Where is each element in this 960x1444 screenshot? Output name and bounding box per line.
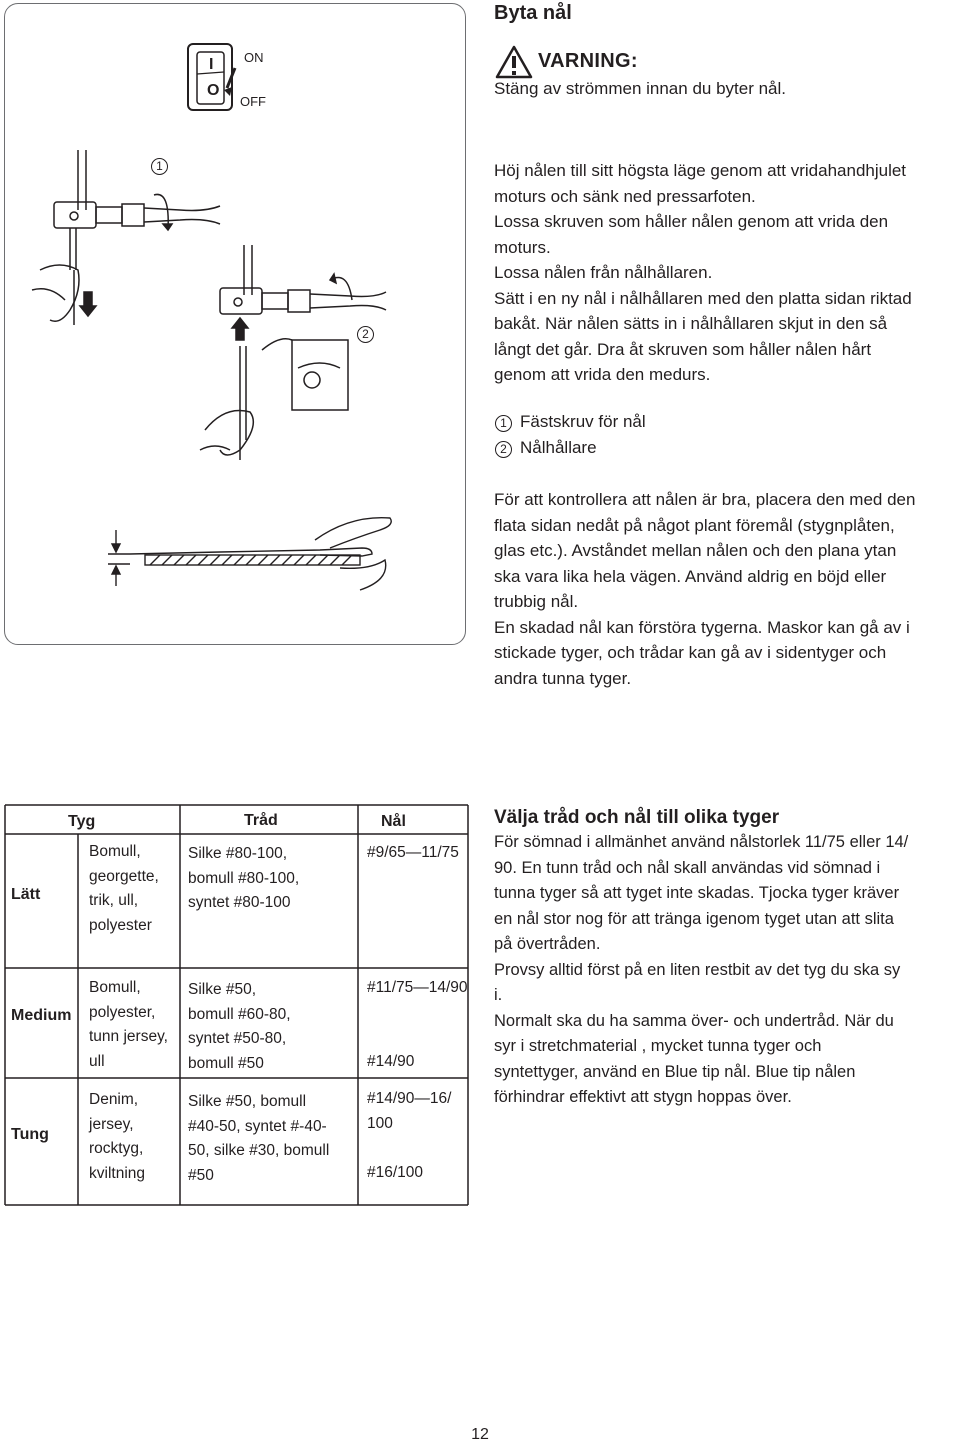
needle-cell: #16/100 [367,1164,424,1181]
check-line: trubbig nål. [494,592,579,611]
warning-text: Stäng av strömmen innan du byter nål. [494,79,786,98]
check-line: glas etc.). Avståndet mellan nålen och den plana ytan [494,541,897,560]
section-line: på övertråden. [494,935,601,953]
section-line: Provsy alltid först på en liten restbit av det tyg du ska sy [494,960,901,979]
fabric-cell [89,976,168,1074]
thread-line: bomull #50 [188,1054,264,1072]
marker-1: 1 [151,158,168,175]
check-line: andra tunna tyger. [494,668,632,688]
fabric-line: trik, ull, [89,892,139,909]
thread-line: syntet #80-100 [188,894,291,911]
needle-cell: #14/90 [367,1053,415,1070]
section-text [494,830,959,1111]
fabric-line: jersey, [89,1115,134,1133]
section-title: Välja tråd och nål till olika tyger [494,807,780,828]
thread-cell [188,1090,329,1188]
thread-line: bomull #80-100, [188,869,300,887]
thread-cell [188,842,299,916]
section-line: Normalt ska du ha samma över- och undertråd. När du [494,1011,894,1030]
needle-cell: #14/90—16/ [367,1090,452,1107]
check-text [494,487,954,691]
fabric-cell [89,1088,145,1186]
fabric-cell [89,840,159,938]
step-line: Lossa skruven som håller nålen genom att vrida den [494,212,889,231]
section-line: förhindrar effektivt att stygn hoppas över. [494,1088,792,1106]
needle-change-illustration [30,150,390,470]
switch-off-label: OFF [240,94,266,109]
section-line: 90. En tunn tråd och nål skall användas vid sömnad i [494,858,881,877]
warning-icon [495,45,533,79]
fabric-line: georgette, [89,867,159,885]
thread-line: #50 [188,1166,214,1184]
section-line: tunna tyger så att tyget inte skadas. Tjocka tyger kräver [494,884,900,902]
marker-2: 2 [357,326,374,343]
switch-off-symbol: O [207,82,220,99]
section-line: För sömnad i allmänhet använd nålstorlek 11/75 eller 14/ [494,833,909,851]
needle-cell: 100 [367,1115,393,1132]
row-label-heavy: Tung [11,1126,49,1143]
section-line: syr i stretchmaterial , mycket tunna tyger och [494,1037,822,1055]
header-needle: Nål [381,813,406,830]
fabric-line: Bomull, [89,979,141,996]
section-line: i. [494,986,503,1004]
page-title: Byta nål [494,2,572,24]
thread-line: Silke #80-100, [188,845,288,862]
thread-line: #40-50, syntet #-40- [188,1117,327,1135]
switch-on-symbol: I [209,56,214,73]
step-line: Lossa nålen från nålhållaren. [494,263,713,282]
fabric-line: rocktyg, [89,1140,144,1157]
section-line: syntettyger, använd en Blue tip nål. Blue tip nålen [494,1062,856,1081]
thread-cell [188,978,291,1076]
steps-text [494,158,954,388]
thread-line: Silke #50, [188,981,257,998]
section-line: en nål stor nog för att tränga igenom tyget utan att slita [494,909,894,928]
step-line: Sätt i en ny nål i nålhållaren med den platta sidan riktad [494,288,912,308]
thread-line: syntet #50-80, [188,1030,287,1047]
thread-line: bomull #60-80, [188,1005,291,1023]
check-line: ska vara lika hela vägen. Använd aldrig en böjd eller [494,566,887,586]
check-line: stickade tyger, och trådar kan gå av i sidentyger och [494,643,887,662]
row-label-medium: Medium [11,1007,72,1024]
step-line: moturs. [494,237,551,257]
step-line: bakåt. När nålen sätts in i nålhållaren skjut in den så [494,314,888,333]
thread-line: 50, silke #30, bomull [188,1142,330,1159]
needle-cell: #11/75—14/90 [367,979,468,996]
page-number: 12 [471,1426,489,1443]
fabric-line: Denim, [89,1091,139,1108]
check-line: flata sidan nedåt på något plant föremål (stygnplåten, [494,515,895,535]
legend-label-1: Fästskruv för nål [520,412,646,431]
header-thread: Tråd [244,812,278,829]
header-fabric: Tyg [68,813,96,830]
legend-marker-1: 1 [495,415,512,432]
thread-line: Silke #50, bomull [188,1093,307,1110]
fabric-line: Bomull, [89,843,141,860]
legend-marker-2: 2 [495,441,512,458]
switch-on-label: ON [244,50,264,65]
fabric-line: kviltning [89,1164,145,1182]
legend-label-2: Nålhållare [520,438,597,457]
needle-check-illustration [100,510,400,610]
fabric-line: polyester, [89,1003,156,1021]
step-line: genom att vrida den medurs. [494,365,711,384]
row-label-light: Lätt [11,886,41,903]
fabric-line: tunn jersey, [89,1028,168,1045]
fabric-line: polyester [89,916,152,934]
check-line: För att kontrollera att nålen är bra, placera den med den [494,490,916,509]
step-line: moturs och sänk ned pressarfoten. [494,186,756,206]
fabric-line: ull [89,1052,105,1070]
step-line: långt det går. Dra åt skruven som håller nålen hårt [494,339,872,359]
needle-cell: #9/65—11/75 [367,844,459,861]
check-line: En skadad nål kan förstöra tygerna. Maskor kan gå av i [494,617,910,637]
step-line: Höj nålen till sitt högsta läge genom att vridahandhjulet [494,161,907,180]
warning-heading: VARNING: [538,50,638,72]
